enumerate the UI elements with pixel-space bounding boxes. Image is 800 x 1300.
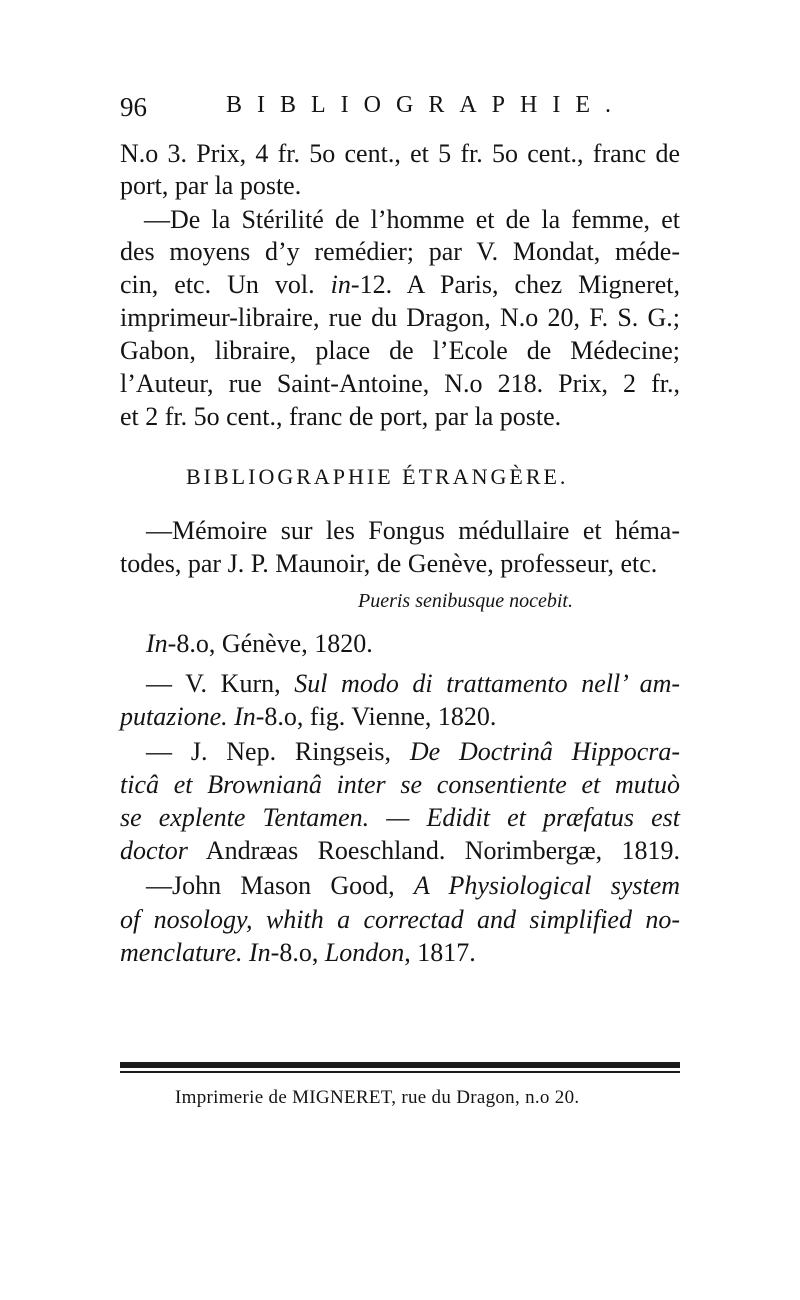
entry2-line2: des moyens d’y remédier; par V. Mondat, méde- [120,237,680,266]
entry2-line3-c: -12. A Paris, chez Migneret, [350,270,680,299]
entry1-line2: port, par la poste. [120,171,302,200]
entry3-line2: todes, par J. P. Maunoir, de Genève, professeur, etc. [120,549,658,578]
entry5-line4 [120,835,680,867]
entry5-line1 [120,736,680,768]
footer-rule-thick [120,1062,680,1068]
entry4-line1-author: — V. Kurn, [146,669,295,698]
entry3-line3 [120,628,680,660]
entry6-line3 [120,937,680,969]
entry6-line3-d: , 1817. [404,938,476,967]
entry6-line1-title: A Physiological system [413,871,681,900]
entry5-line1-author: — J. Nep. Ringseis, [146,737,410,766]
entry5-line2: ticâ et Brownianâ inter se consentiente et mutuò [120,770,680,799]
printer-imprint: Imprimerie de MIGNERET, rue du Dragon, n.o 20. [175,1087,580,1108]
entry2-line1: —De la Stérilité de l’homme et de la femme, et [144,205,680,234]
entry5-line1-title: De Doctrinâ Hippocra- [409,737,681,766]
entry3-line3-format: In [146,629,168,658]
entry4-line1 [120,668,680,700]
entry2-line3-a: cin, etc. Un vol. [120,270,331,299]
entry6-line3-b: -8.o, [270,938,325,967]
entry2-line5: Gabon, libraire, place de l’Ecole de Médecine; [120,336,680,365]
running-header [120,92,626,132]
entry2-line4: imprimeur-libraire, rue du Dragon, N.o 20, F. S. G.; [120,303,680,332]
entry4-line1-title: Sul modo di trattamento nell’ am- [294,669,680,698]
entry3-line3-b: -8.o, Génève, 1820. [167,629,373,658]
section-heading: BIBLIOGRAPHIE ÉTRANGÈRE. [186,464,569,489]
footer-rule-thin [120,1071,680,1073]
entry3-line1: —Mémoire sur les Fongus médullaire et héma- [146,516,680,545]
entry4-line2 [120,701,680,733]
entry1-line1: N.o 3. Prix, 4 fr. 5o cent., et 5 fr. 5o cent., franc de [120,139,680,168]
running-title: BIBLIOGRAPHIE. [226,92,626,118]
entry2-line6: l’Auteur, rue Saint-Antoine, N.o 218. Prix, 2 fr., [120,369,680,398]
entry4-line2-b: -8.o, fig. Vienne, 1820. [255,702,497,731]
entry2-line7: et 2 fr. 5o cent., franc de port, par la poste. [120,402,562,431]
entry6-line1-author: —John Mason Good, [146,871,414,900]
entry2-line3-format: in [330,270,351,299]
entry6-line2: of nosology, whith a correctad and simplified no- [120,905,680,934]
entry5-line3: se explente Tentamen. — Edidit et præfatus est [120,803,680,832]
entry6-line1 [120,870,680,902]
entry6-line3-a: menclature. In [120,938,271,967]
entry2-line3 [120,269,680,301]
entry6-line3-city: London [324,938,405,967]
entry5-line4-b: Andræas Roeschland. Norimbergæ, 1819. [187,836,680,865]
entry3-motto: Pueris senibusque nocebit. [358,590,573,612]
entry5-line4-a: doctor [120,836,188,865]
entry4-line2-title: putazione. In [120,702,256,731]
page-number: 96 [120,92,147,122]
